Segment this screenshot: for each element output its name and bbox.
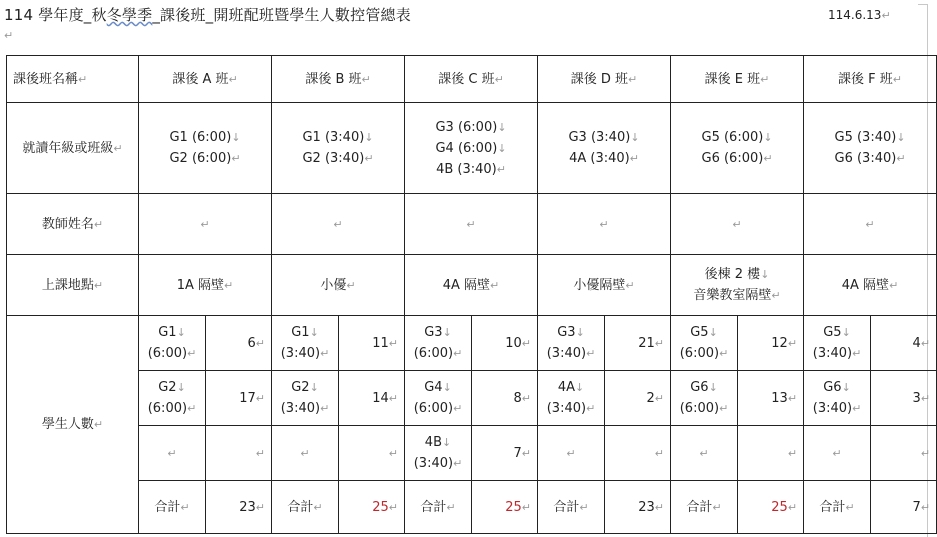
location-cell[interactable] (272, 255, 405, 316)
group-cell[interactable] (272, 316, 339, 371)
header-grade[interactable] (7, 103, 139, 194)
line-break-mark: ↓ (442, 436, 452, 449)
document-date (828, 8, 891, 22)
page-margin-tick (918, 4, 928, 5)
cell-end-mark: ↵ (771, 289, 781, 302)
count-cell[interactable] (472, 371, 538, 426)
total-value-cell[interactable] (339, 481, 405, 534)
group-cell[interactable] (671, 316, 738, 371)
cell-end-mark: ↵ (832, 446, 842, 460)
group-line: G1 (291, 325, 310, 340)
group-line: (3:40) (546, 401, 587, 416)
line-break-mark: ↓ (574, 381, 585, 394)
group-line: 4A (557, 380, 575, 395)
grade-line: 4B (3:40) (436, 161, 497, 177)
group-line: (3:40) (413, 456, 454, 471)
class-name-cell[interactable] (139, 56, 272, 103)
line-break-mark: ↓ (841, 326, 851, 339)
group-line: (3:40) (812, 346, 853, 361)
cell-end-mark: ↵ (628, 72, 638, 86)
grade-cell[interactable] (405, 103, 538, 194)
line-break-mark: ↓ (176, 381, 186, 394)
location-cell[interactable] (139, 255, 272, 316)
cell-end-mark: ↵ (78, 72, 88, 86)
group-line: (6:00) (147, 346, 188, 361)
count-cell[interactable] (472, 426, 538, 481)
cell-end-mark: ↵ (625, 278, 635, 292)
cell-end-mark: ↵ (787, 446, 798, 460)
cell-end-mark: ↵ (852, 347, 862, 360)
line-break-mark: ↓ (630, 131, 640, 144)
cell-end-mark: ↵ (521, 500, 532, 514)
cell-end-mark: ↵ (167, 446, 177, 460)
grade-line: G4 (6:00) (435, 140, 498, 156)
class-name-cell[interactable] (804, 56, 937, 103)
grade-line: G6 (3:40) (834, 151, 897, 166)
line-break-mark: ↓ (575, 326, 585, 339)
line-break-mark: ↓ (176, 326, 186, 339)
date-text: 114.6.13 (828, 8, 882, 22)
total-value-cell[interactable] (472, 481, 538, 534)
cell-end-mark: ↵ (300, 446, 310, 460)
location-line: 後棟 2 樓 (704, 267, 761, 282)
cell-end-mark: ↵ (187, 347, 197, 360)
cell-end-mark: ↵ (496, 162, 506, 176)
cell-end-mark: ↵ (719, 402, 729, 415)
class-name-line: 課後 D 班 (570, 71, 629, 87)
title-part-2: 冬學季 (106, 6, 153, 24)
cell-end-mark: ↵ (920, 446, 931, 460)
total-label-line: 合計 (420, 499, 447, 515)
grade-cell[interactable] (139, 103, 272, 194)
cell-end-mark: ↵ (763, 152, 773, 165)
count-cell[interactable] (206, 371, 272, 426)
cell-end-mark: ↵ (920, 500, 931, 514)
group-line: G5 (823, 325, 842, 340)
teacher-cell[interactable] (139, 194, 272, 255)
cell-end-mark: ↵ (200, 217, 210, 231)
cell-end-mark: ↵ (255, 391, 266, 405)
cell-end-mark: ↵ (599, 217, 609, 231)
line-break-mark: ↓ (497, 141, 507, 155)
label-line: 上課地點 (41, 277, 94, 293)
title-part-1: 114 學年度_秋 (4, 6, 107, 24)
line-break-mark: ↓ (442, 326, 452, 339)
count-cell[interactable] (738, 426, 804, 481)
grade-line: G5 (3:40) (834, 130, 897, 145)
cell-end-mark: ↵ (586, 402, 596, 415)
group-cell[interactable] (671, 371, 738, 426)
count-cell[interactable] (339, 371, 405, 426)
group-line: G1 (158, 325, 177, 340)
cell-end-mark: ↵ (629, 152, 639, 165)
group-line: G4 (424, 380, 443, 395)
line-break-mark: ↓ (309, 326, 319, 339)
class-name-cell[interactable] (538, 56, 671, 103)
label-line: 教師姓名 (41, 216, 94, 232)
cell-end-mark: ↵ (388, 336, 399, 350)
total-label-line: 合計 (819, 499, 846, 515)
total-label-cell[interactable] (538, 481, 605, 534)
line-break-mark: ↓ (763, 131, 773, 144)
group-cell[interactable] (405, 426, 472, 481)
row-total (7, 481, 937, 534)
cell-end-mark: ↵ (699, 446, 709, 460)
line-break-mark: ↓ (760, 268, 770, 281)
grade-cell[interactable] (804, 103, 937, 194)
class-name-line: 課後 F 班 (838, 71, 893, 87)
count-line: 17 (239, 390, 256, 406)
cell-end-mark: ↵ (654, 336, 665, 350)
count-cell[interactable] (871, 316, 937, 371)
row-location (7, 255, 937, 316)
group-cell[interactable] (272, 371, 339, 426)
grade-line: G1 (6:00) (169, 130, 232, 145)
count-line: 14 (372, 390, 389, 406)
group-line: G3 (557, 325, 576, 340)
line-break-mark: ↓ (708, 381, 718, 394)
count-cell[interactable] (738, 316, 804, 371)
cell-end-mark: ↵ (388, 500, 399, 514)
location-line: 4A 隔壁 (841, 277, 890, 293)
cell-end-mark: ↵ (654, 391, 665, 405)
cell-end-mark: ↵ (521, 336, 532, 350)
cell-end-mark: ↵ (93, 418, 104, 431)
location-line: 小優隔壁 (573, 277, 626, 293)
cell-end-mark: ↵ (224, 278, 234, 292)
cell-end-mark: ↵ (113, 141, 123, 155)
group-cell[interactable] (272, 426, 339, 481)
total-label-line: 合計 (154, 499, 181, 515)
cell-end-mark: ↵ (920, 336, 931, 350)
cell-end-mark: ↵ (760, 72, 770, 86)
total-value: 23 (239, 499, 256, 515)
line-break-mark: ↓ (841, 381, 851, 394)
count-line: 3 (912, 390, 921, 406)
grade-cell[interactable] (538, 103, 671, 194)
cell-end-mark: ↵ (313, 500, 323, 514)
cell-end-mark: ↵ (187, 402, 197, 415)
group-line: (3:40) (546, 346, 587, 361)
grade-cell[interactable] (671, 103, 804, 194)
total-value-cell[interactable] (871, 481, 937, 534)
class-name-cell[interactable] (272, 56, 405, 103)
location-cell[interactable] (405, 255, 538, 316)
total-value: 25 (771, 499, 788, 515)
cell-end-mark: ↵ (333, 217, 343, 231)
cell-end-mark: ↵ (490, 278, 500, 292)
cell-end-mark: ↵ (494, 72, 504, 86)
group-cell[interactable] (538, 371, 605, 426)
total-label-cell[interactable] (272, 481, 339, 534)
cell-end-mark: ↵ (453, 402, 463, 415)
cell-end-mark: ↵ (521, 446, 532, 460)
group-line: G2 (291, 380, 310, 395)
cell-end-mark: ↵ (255, 500, 266, 514)
cell-end-mark: ↵ (566, 446, 576, 460)
group-line: G3 (424, 325, 443, 340)
grade-line: G2 (3:40) (302, 151, 365, 166)
group-cell[interactable] (139, 371, 206, 426)
count-line: 8 (513, 390, 522, 406)
count-cell[interactable] (472, 316, 538, 371)
cell-end-mark: ↵ (446, 500, 456, 514)
cell-end-mark: ↵ (346, 278, 356, 292)
header-class-name[interactable] (7, 56, 139, 103)
cell-end-mark: ↵ (881, 9, 891, 22)
group-cell[interactable] (538, 426, 605, 481)
group-line: (6:00) (147, 401, 188, 416)
line-break-mark: ↓ (364, 131, 374, 144)
label-line: 課後班名稱 (13, 71, 79, 87)
count-line: 10 (505, 335, 522, 351)
line-break-mark: ↓ (231, 131, 241, 144)
group-line: G5 (690, 325, 709, 340)
group-cell[interactable] (804, 426, 871, 481)
cell-end-mark: ↵ (255, 336, 266, 350)
total-value: 7 (912, 499, 921, 515)
teacher-cell[interactable] (671, 194, 804, 255)
class-summary-table (6, 55, 937, 534)
cell-end-mark: ↵ (719, 347, 729, 360)
cell-end-mark: ↵ (892, 72, 903, 86)
total-label-line: 合計 (686, 499, 713, 515)
cell-end-mark: ↵ (865, 217, 875, 231)
group-line: G6 (823, 380, 842, 395)
grade-line: G3 (3:40) (568, 130, 631, 145)
cell-end-mark: ↵ (228, 72, 238, 86)
cell-end-mark: ↵ (787, 500, 798, 514)
cell-end-mark: ↵ (93, 217, 104, 231)
count-cell[interactable] (605, 371, 671, 426)
class-name-line: 課後 C 班 (438, 71, 495, 87)
total-label-cell[interactable] (804, 481, 871, 534)
cell-end-mark: ↵ (231, 152, 241, 165)
group-cell[interactable] (804, 316, 871, 371)
cell-end-mark: ↵ (388, 446, 399, 460)
class-name-cell[interactable] (405, 56, 538, 103)
grade-line: G3 (6:00) (435, 119, 498, 135)
group-cell[interactable] (405, 316, 472, 371)
row-teacher (7, 194, 937, 255)
group-cell[interactable] (139, 426, 206, 481)
group-line: G6 (690, 380, 709, 395)
total-value-cell[interactable] (206, 481, 272, 534)
count-cell[interactable] (738, 371, 804, 426)
total-label-cell[interactable] (405, 481, 472, 534)
count-cell[interactable] (339, 426, 405, 481)
cell-end-mark: ↵ (896, 152, 906, 165)
location-cell[interactable] (671, 255, 804, 316)
location-line: 4A 隔壁 (442, 277, 491, 293)
group-line: G2 (158, 380, 177, 395)
cell-end-mark: ↵ (712, 500, 722, 514)
cell-end-mark: ↵ (787, 391, 798, 405)
group-line: (3:40) (280, 401, 321, 416)
group-line: (6:00) (413, 401, 454, 416)
group-cell[interactable] (405, 371, 472, 426)
cell-end-mark: ↵ (93, 278, 104, 292)
location-line: 小優 (320, 277, 347, 293)
cell-end-mark: ↵ (180, 500, 190, 514)
group-line: (3:40) (280, 346, 321, 361)
label-line: 學生人數 (41, 417, 94, 432)
teacher-cell[interactable] (405, 194, 538, 255)
row-student-count (7, 316, 937, 371)
grade-line: G2 (6:00) (169, 151, 232, 166)
cell-end-mark: ↵ (579, 500, 589, 514)
location-cell[interactable] (804, 255, 937, 316)
total-label-cell[interactable] (671, 481, 738, 534)
total-label-line: 合計 (553, 499, 580, 515)
cell-end-mark: ↵ (852, 402, 862, 415)
cell-end-mark: ↵ (364, 152, 374, 165)
cell-end-mark: ↵ (453, 457, 463, 470)
row-student-count (7, 371, 937, 426)
document-title (4, 4, 411, 25)
group-cell[interactable] (804, 371, 871, 426)
row-student-count (7, 426, 937, 481)
class-name-line: 課後 A 班 (172, 71, 229, 87)
group-cell[interactable] (671, 426, 738, 481)
cell-end-mark: ↵ (320, 402, 330, 415)
count-cell[interactable] (206, 316, 272, 371)
row-class-name (7, 56, 937, 103)
group-line: (6:00) (679, 401, 720, 416)
line-break-mark: ↓ (497, 120, 507, 134)
grade-line: G5 (6:00) (701, 130, 764, 145)
header-students[interactable] (7, 316, 139, 534)
group-cell[interactable] (538, 316, 605, 371)
header-teacher[interactable] (7, 194, 139, 255)
line-break-mark: ↓ (896, 131, 906, 144)
total-label-line: 合計 (287, 499, 314, 515)
location-cell[interactable] (538, 255, 671, 316)
count-line: 13 (771, 390, 788, 406)
row-grade (7, 103, 937, 194)
cell-end-mark: ↵ (787, 336, 798, 350)
cell-end-mark: ↵ (920, 391, 931, 405)
class-name-cell[interactable] (671, 56, 804, 103)
cell-end-mark: ↵ (654, 446, 665, 460)
group-cell[interactable] (139, 316, 206, 371)
cell-end-mark: ↵ (586, 347, 596, 360)
group-line: (6:00) (413, 346, 454, 361)
location-line: 1A 隔壁 (176, 277, 225, 293)
group-line: (6:00) (679, 346, 720, 361)
count-cell[interactable] (206, 426, 272, 481)
cell-end-mark: ↵ (889, 278, 899, 292)
total-value: 25 (372, 499, 389, 515)
title-part-3: _課後班_開班配班暨學生人數控管總表 (152, 6, 411, 24)
cell-end-mark: ↵ (320, 347, 330, 360)
class-name-line: 課後 B 班 (305, 71, 362, 87)
teacher-cell[interactable] (538, 194, 671, 255)
count-cell[interactable] (605, 426, 671, 481)
total-label-cell[interactable] (139, 481, 206, 534)
cell-end-mark: ↵ (845, 500, 855, 514)
header-location[interactable] (7, 255, 139, 316)
paragraph-mark: ↵ (4, 29, 14, 42)
count-line: 11 (372, 335, 389, 351)
count-line: 6 (247, 335, 256, 351)
cell-end-mark: ↵ (521, 391, 532, 405)
grade-cell[interactable] (272, 103, 405, 194)
line-break-mark: ↓ (708, 326, 718, 339)
count-cell[interactable] (871, 426, 937, 481)
grade-line: 4A (3:40) (569, 151, 630, 166)
line-break-mark: ↓ (309, 381, 319, 394)
location-line: 音樂教室隔壁 (693, 288, 772, 303)
count-line: 2 (646, 390, 655, 406)
total-value-cell[interactable] (605, 481, 671, 534)
teacher-cell[interactable] (804, 194, 937, 255)
teacher-cell[interactable] (272, 194, 405, 255)
count-line: 12 (771, 335, 788, 351)
group-line: (3:40) (812, 401, 853, 416)
group-line: 4B (424, 435, 442, 450)
total-value-cell[interactable] (738, 481, 804, 534)
cell-end-mark: ↵ (732, 217, 742, 231)
count-line: 4 (912, 335, 921, 351)
count-cell[interactable] (605, 316, 671, 371)
cell-end-mark: ↵ (255, 446, 266, 460)
class-name-line: 課後 E 班 (704, 71, 761, 87)
cell-end-mark: ↵ (361, 72, 371, 86)
grade-line: G1 (3:40) (302, 130, 365, 145)
label-line: 就讀年級或班級 (22, 140, 114, 156)
grade-line: G6 (6:00) (701, 151, 764, 166)
cell-end-mark: ↵ (388, 391, 399, 405)
count-line: 21 (638, 335, 655, 351)
total-value: 23 (638, 499, 655, 515)
cell-end-mark: ↵ (466, 217, 476, 231)
total-value: 25 (505, 499, 522, 515)
cell-end-mark: ↵ (453, 347, 463, 360)
cell-end-mark: ↵ (654, 500, 665, 514)
count-cell[interactable] (339, 316, 405, 371)
line-break-mark: ↓ (442, 381, 452, 394)
count-cell[interactable] (871, 371, 937, 426)
count-line: 7 (513, 445, 522, 461)
